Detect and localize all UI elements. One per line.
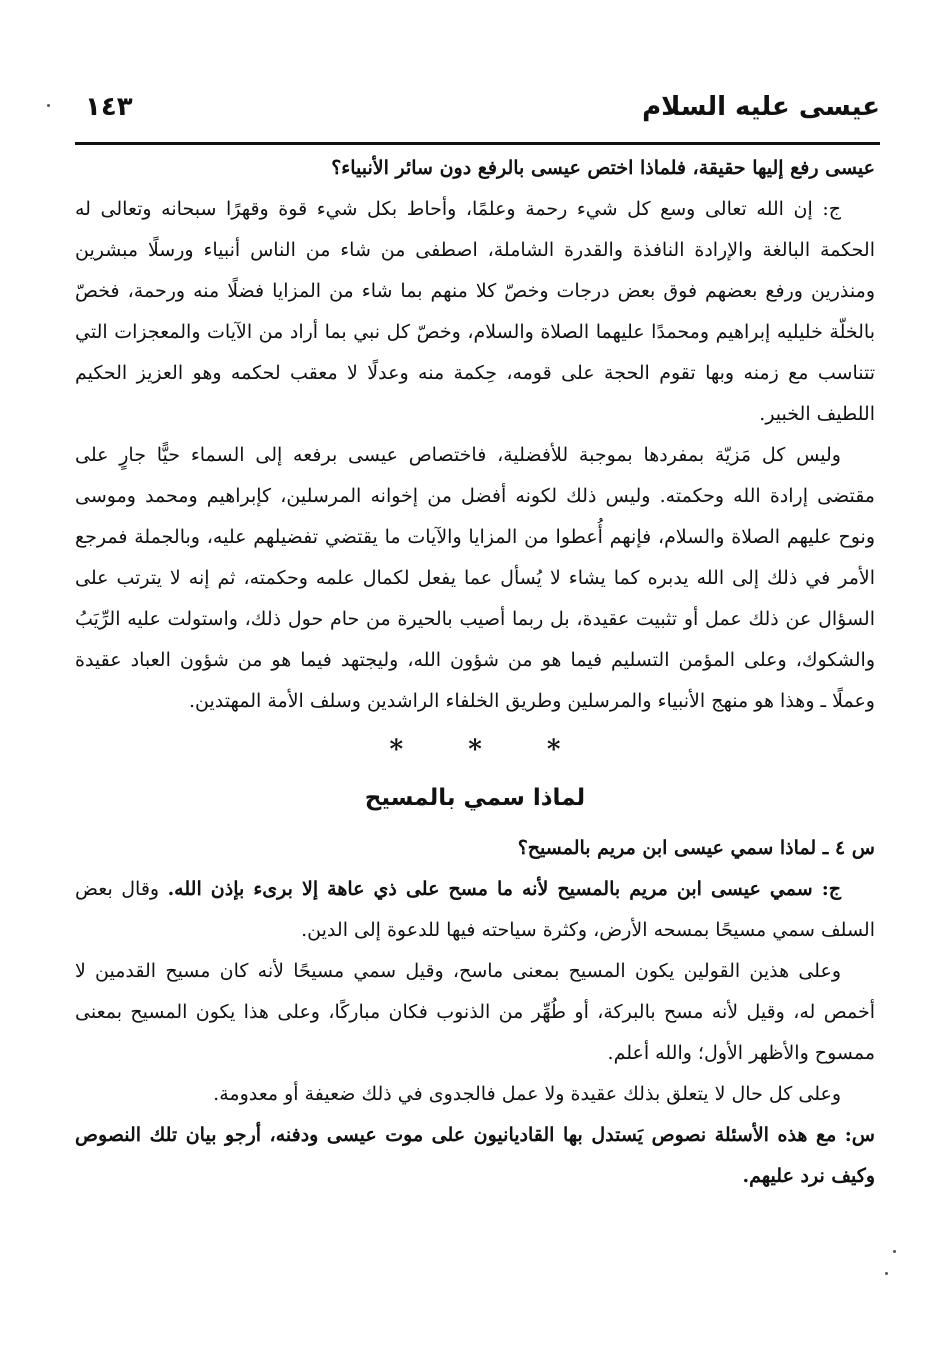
answer-4-rest: وقال بعض السلف سمي مسيحًا بمسحه الأرض، وكثرة سياحته فيها للدعوة إلى الدين. — [75, 878, 875, 941]
header-divider — [75, 142, 880, 145]
running-title: عيسى عليه السلام — [642, 92, 880, 122]
question-continuation: عيسى رفع إليها حقيقة، فلماذا اختص عيسى بالرفع دون سائر الأنبياء؟ — [331, 157, 875, 179]
question-4: س ٤ ـ لماذا سمي عيسى ابن مريم بالمسيح؟ — [517, 837, 875, 859]
answer-4-lead: ج: سمي عيسى ابن مريم بالمسيح لأنه ما مسح على ذي عاهة إلا برىء بإذن الله. — [167, 878, 841, 900]
scan-speck — [885, 1272, 888, 1275]
answer-paragraph: ج: إن الله تعالى وسع كل شيء رحمة وعلمًا، وأحاط بكل شيء قوة وقهرًا سبحانه وتعالى له الحكمة البالغة والإرادة النافذة والقدرة الشاملة، اصطفى من شاء من الناس أنبياء ورسلًا مبشرين ومنذرين ورفع بعضهم فوق بعض درجات وخصّ كلا منهم بما شاء من المزايا فضلًا منه ورحمة، فخصّ بالخلّة خليليه إبراهيم ومحمدًا عليهما الصلاة والسلام، وخصّ كل نبي بما أراد من الآيات والمعجزات التي تتناسب مع زمنه وبها تقوم الحجة على قومه، حِكمة منه وعدلًا لا معقب لحكمه وهو العزيز الحكيم اللطيف الخبير. — [75, 198, 875, 425]
answer-4 — [75, 869, 875, 951]
body-paragraph: وعلى هذين القولين يكون المسيح بمعنى ماسح، وقيل سمي مسيحًا لأنه كان مسيح القدمين لا أخمص له، وقيل لأنه مسح بالبركة، أو طُهِّر من الذنوب فكان مباركًا، وعلى هذا يكون المسيح بمعنى ممسوح والأظهر الأول؛ والله أعلم. — [75, 960, 875, 1064]
section-heading: لماذا سمي بالمسيح — [364, 785, 586, 811]
scan-speck — [893, 1250, 896, 1253]
body-paragraph: وليس كل مَزيّة بمفردها بموجبة للأفضلية، فاختصاص عيسى برفعه إلى السماء حيًّا جارٍ على مقتضى إرادة الله وحكمته. وليس ذلك لكونه أفضل من إخوانه المرسلين، كإبراهيم ومحمد وموسى ونوح عليهم الصلاة والسلام، فإنهم أُعطوا من المزايا والآيات ما يقتضي تفضيلهم عليه، وبالجملة فمرجع الأمر في ذلك إلى الله يدبره كما يشاء لا يُسأل عما يفعل لكمال علمه وحكمته، ثم إنه لا يترتب على السؤال عن ذلك عمل أو تثبيت عقيدة، بل ربما أصيب بالحيرة من حام حول ذلك، واستولت عليه الرِّيَبُ والشكوك، وعلى المؤمن التسليم فيما هو من شؤون الله، وليجتهد فيما هو من شؤون العباد عقيدة وعملًا ـ وهذا هو منهج الأنبياء والمرسلين وطريق الخلفاء الراشدين وسلف الأمة المهتدين. — [75, 444, 875, 712]
page-number: ١٤٣ — [85, 92, 133, 122]
scan-speck — [47, 104, 50, 107]
question-5: س: مع هذه الأسئلة نصوص يَستدل بها القاديانيون على موت عيسى ودفنه، أرجو بيان تلك النصوص وكيف نرد عليهم. — [75, 1124, 875, 1187]
page-body — [75, 148, 875, 1197]
page-header — [85, 84, 880, 134]
section-separator: * * * — [389, 735, 589, 765]
body-paragraph: وعلى كل حال لا يتعلق بذلك عقيدة ولا عمل فالجدوى في ذلك ضعيفة أو معدومة. — [213, 1083, 841, 1105]
